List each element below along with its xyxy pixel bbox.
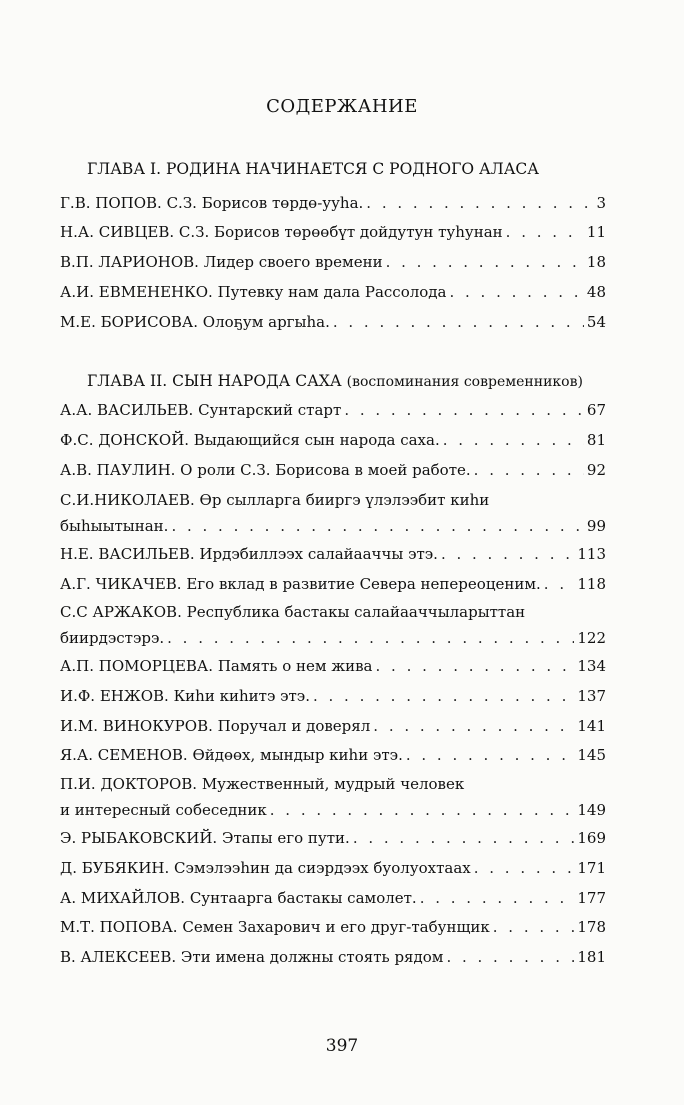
- entry-text: Я.А. СЕМЕНОВ. Өйдөөх, мындыр киһи этэ.: [60, 746, 403, 764]
- chapter-title: ГЛАВА I. РОДИНА НАЧИНАЕТСЯ С РОДНОГО АЛАСА: [87, 160, 540, 178]
- leader-dots: [171, 516, 583, 537]
- toc-entry[interactable]: [60, 490, 606, 537]
- leader-dots: [474, 460, 584, 481]
- entry-text: Н.А. СИВЦЕВ. С.З. Борисов төрөөбүт дойдутун туһунан: [60, 223, 503, 241]
- toc-entry[interactable]: [60, 858, 606, 879]
- entry-page: 149: [577, 801, 606, 819]
- toc-entry[interactable]: [60, 222, 606, 243]
- entry-page: 113: [577, 545, 606, 563]
- entry-text: И.М. ВИНОКУРОВ. Поручал и доверял: [60, 717, 371, 735]
- chapter-heading: [87, 160, 539, 178]
- entry-text: В. АЛЕКСЕЕВ. Эти имена должны стоять рядом: [60, 948, 444, 966]
- toc-entry[interactable]: [60, 430, 606, 451]
- entry-text: Д. БУБЯКИН. Сэмэлээһин да сиэрдээх буолуохтаах: [60, 859, 471, 877]
- toc-entry[interactable]: [60, 888, 606, 909]
- leader-dots: [353, 828, 575, 849]
- leader-dots: [493, 917, 575, 938]
- entry-page: 181: [577, 948, 606, 966]
- entry-page: 122: [577, 629, 606, 647]
- entry-text: В.П. ЛАРИОНОВ. Лидер своего времени: [60, 253, 383, 271]
- entry-page: 18: [586, 253, 606, 271]
- entry-text: быһыытынан.: [60, 517, 169, 535]
- entry-page: 134: [577, 657, 606, 675]
- entry-text: Э. РЫБАКОВСКИЙ. Этапы его пути.: [60, 829, 350, 847]
- toc-entry[interactable]: [60, 656, 606, 677]
- toc-entry[interactable]: [60, 193, 606, 214]
- entry-page: 81: [586, 431, 606, 449]
- entry-page: 3: [596, 194, 606, 212]
- leader-dots: [167, 628, 574, 649]
- chapter-note: (воспоминания современников): [346, 374, 583, 390]
- entry-page: 177: [577, 889, 606, 907]
- entry-text: А.А. ВАСИЛЬЕВ. Сунтарский старт: [60, 401, 342, 419]
- entry-page: 145: [577, 746, 606, 764]
- entry-text: А. МИХАЙЛОВ. Сунтаарга бастакы самолет.: [60, 889, 417, 907]
- entry-text: Ф.С. ДОНСКОЙ. Выдающийся сын народа саха.: [60, 431, 440, 449]
- toc-entry[interactable]: [60, 686, 606, 707]
- chapter-heading: [87, 372, 583, 390]
- entry-text-line1: П.И. ДОКТОРОВ. Мужественный, мудрый человек: [60, 775, 465, 793]
- leader-dots: [544, 574, 575, 595]
- entry-page: 141: [577, 717, 606, 735]
- entry-page: 178: [577, 918, 606, 936]
- page-number: 397: [325, 1036, 359, 1056]
- entry-text: и интересный собеседник: [60, 801, 267, 819]
- toc-entry[interactable]: [60, 544, 606, 565]
- entry-page: 67: [586, 401, 606, 419]
- toc-entry[interactable]: [60, 282, 606, 303]
- contents-title: СОДЕРЖАНИЕ: [266, 96, 418, 117]
- entry-text: М.Е. БОРИСОВА. Олоҕум аргыһа.: [60, 313, 330, 331]
- entry-page: 169: [577, 829, 606, 847]
- entry-text: А.Г. ЧИКАЧЕВ. Его вклад в развитие Севера непереоценим.: [60, 575, 541, 593]
- toc-entry[interactable]: [60, 460, 606, 481]
- leader-dots: [506, 222, 584, 243]
- leader-dots: [366, 193, 593, 214]
- leader-dots: [474, 858, 575, 879]
- toc-entry[interactable]: [60, 252, 606, 273]
- toc-entry[interactable]: [60, 774, 606, 821]
- entry-page: 171: [577, 859, 606, 877]
- leader-dots: [441, 544, 574, 565]
- leader-dots: [344, 400, 584, 421]
- toc-entry[interactable]: [60, 602, 606, 649]
- entry-text: А.В. ПАУЛИН. О роли С.З. Борисова в моей работе.: [60, 461, 471, 479]
- entry-page: 137: [577, 687, 606, 705]
- chapter-title: ГЛАВА II. СЫН НАРОДА САХА: [87, 372, 342, 390]
- leader-dots: [270, 800, 575, 821]
- entry-text: А.П. ПОМОРЦЕВА. Память о нем жива: [60, 657, 373, 675]
- leader-dots: [313, 686, 574, 707]
- leader-dots: [373, 716, 574, 737]
- toc-entry[interactable]: [60, 312, 606, 333]
- toc-entry[interactable]: [60, 400, 606, 421]
- leader-dots: [406, 745, 575, 766]
- entry-text: Н.Е. ВАСИЛЬЕВ. Ирдэбиллээх салайааччы этэ.: [60, 545, 438, 563]
- leader-dots: [443, 430, 584, 451]
- entry-page: 118: [577, 575, 606, 593]
- leader-dots: [376, 656, 575, 677]
- leader-dots: [449, 282, 583, 303]
- toc-entry[interactable]: [60, 574, 606, 595]
- leader-dots: [333, 312, 584, 333]
- leader-dots: [446, 947, 574, 968]
- entry-page: 48: [586, 283, 606, 301]
- entry-text: Г.В. ПОПОВ. С.З. Борисов төрдө-ууһа.: [60, 194, 364, 212]
- entry-text: биирдэстэрэ.: [60, 629, 165, 647]
- entry-text: М.Т. ПОПОВА. Семен Захарович и его друг-табунщик: [60, 918, 490, 936]
- toc-entry[interactable]: [60, 716, 606, 737]
- toc-entry[interactable]: [60, 917, 606, 938]
- toc-entry[interactable]: [60, 828, 606, 849]
- entry-page: 54: [586, 313, 606, 331]
- leader-dots: [386, 252, 584, 273]
- entry-page: 99: [586, 517, 606, 535]
- entry-text-line1: С.И.НИКОЛАЕВ. Өр сылларга бииргэ үлэлээбит киһи: [60, 491, 490, 509]
- toc-entry[interactable]: [60, 947, 606, 968]
- entry-text: И.Ф. ЕНЖОВ. Киһи киһитэ этэ.: [60, 687, 310, 705]
- entry-page: 11: [586, 223, 606, 241]
- toc-entry[interactable]: [60, 745, 606, 766]
- leader-dots: [420, 888, 575, 909]
- entry-text-line1: С.С АРЖАКОВ. Республика бастакы салайааччыларыттан: [60, 603, 526, 621]
- entry-page: 92: [586, 461, 606, 479]
- entry-text: А.И. ЕВМЕНЕНКО. Путевку нам дала Рассолода: [60, 283, 447, 301]
